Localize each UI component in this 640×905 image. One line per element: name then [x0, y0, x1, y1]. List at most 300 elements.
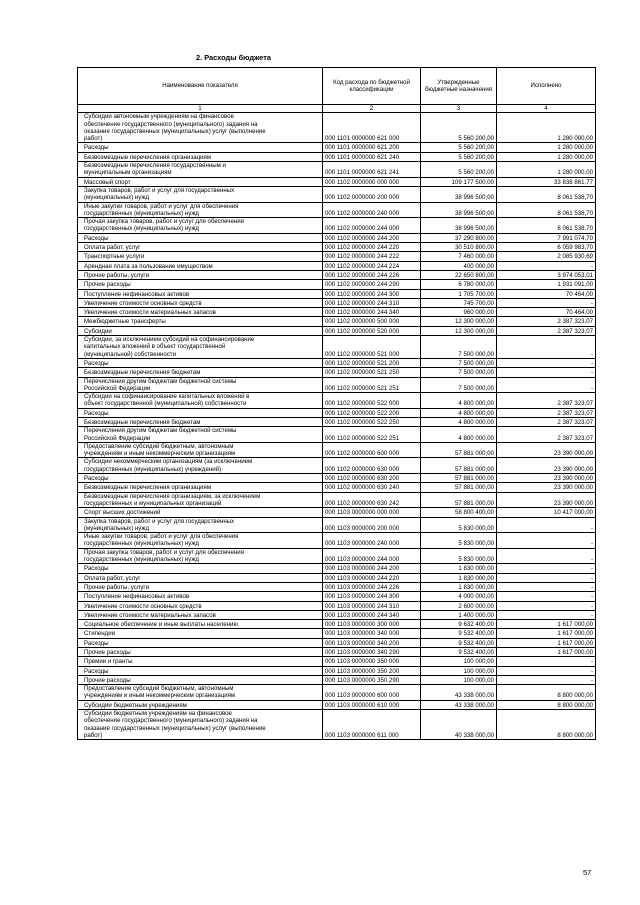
- classification-code-cell: 000 1103 0000000 610 000: [323, 700, 421, 709]
- indicator-name-line: Иные закупки товаров, работ и услуг для обеспечения: [84, 533, 239, 541]
- indicator-name-cell: [78, 685, 323, 701]
- indicator-name-line: Социальное обеспечение и иные выплаты населению: [84, 621, 238, 629]
- executed-amount-cell: -: [497, 336, 596, 359]
- approved-amount-cell: 58 800 400,00: [421, 508, 497, 517]
- classification-code-cell: 000 1103 0000000 000 000: [323, 508, 421, 517]
- indicator-name-line: Межбюджетные трансферты: [84, 318, 166, 326]
- classification-code-cell: 000 1102 0000000 521 251: [323, 377, 421, 393]
- table-row: [78, 152, 596, 161]
- indicator-name-line: Прочие расходы: [84, 676, 131, 684]
- classification-code-cell: 000 1102 0000000 521 250: [323, 368, 421, 377]
- approved-amount-cell: 1 830 000,00: [421, 573, 497, 582]
- indicator-name-line: Транспортные услуги: [84, 253, 145, 261]
- column-header-approved-appropriations: Утвержденные бюджетные назначения: [421, 68, 497, 105]
- classification-code-cell: 000 1102 0000000 244 300: [323, 289, 421, 298]
- indicator-name-line: Безвозмездные перечисления организациям, за исключением: [84, 492, 261, 500]
- indicator-name-cell: [78, 620, 323, 629]
- indicator-name-line: Поступление нефинансовых активов: [84, 593, 190, 601]
- executed-amount-cell: -: [497, 582, 596, 591]
- indicator-name-cell: [78, 573, 323, 582]
- classification-code-cell: 000 1102 0000000 630 200: [323, 474, 421, 483]
- indicator-name-cell: [78, 143, 323, 152]
- approved-amount-cell: 38 996 500,00: [421, 218, 497, 234]
- indicator-name-cell: [78, 629, 323, 638]
- table-row: [78, 700, 596, 709]
- indicator-name-line: Прочие расходы: [84, 281, 131, 289]
- indicator-name-cell: [78, 408, 323, 417]
- table-row: [78, 533, 596, 549]
- executed-amount-cell: 23 390 000,00: [497, 492, 596, 508]
- approved-amount-cell: 7 460 000,00: [421, 252, 497, 261]
- indicator-name-line: Безвозмездные перечисления организациям: [84, 153, 212, 161]
- classification-code-cell: 000 1103 0000000 340 000: [323, 629, 421, 638]
- table-row: [78, 377, 596, 393]
- page-number: 57: [583, 868, 592, 877]
- indicator-name-line: Прочие работы, услуги: [84, 271, 150, 279]
- indicator-name-line: Субсидии: [84, 327, 112, 335]
- approved-amount-cell: 1 830 000,00: [421, 582, 497, 591]
- approved-amount-cell: 960 000,00: [421, 308, 497, 317]
- indicator-name-cell: [78, 233, 323, 242]
- approved-amount-cell: 5 560 200,00: [421, 152, 497, 161]
- executed-amount-cell: 8 061 538,70: [497, 186, 596, 202]
- approved-amount-cell: 7 500 000,00: [421, 358, 497, 367]
- executed-amount-cell: 1 280 000,00: [497, 162, 596, 178]
- table-row: [78, 358, 596, 367]
- table-row: [78, 648, 596, 657]
- indicator-name-line: Иные закупки товаров, работ и услуг для обеспечения: [84, 202, 239, 210]
- indicator-name-line: Расходы: [84, 639, 109, 647]
- table-row: [78, 458, 596, 474]
- indicator-name-cell: [78, 710, 323, 740]
- executed-amount-cell: 7 991 074,70: [497, 233, 596, 242]
- table-row: [78, 417, 596, 426]
- indicator-name-cell: [78, 177, 323, 186]
- classification-code-cell: 000 1103 0000000 244 226: [323, 582, 421, 591]
- approved-amount-cell: 5 560 200,00: [421, 162, 497, 178]
- indicator-name-cell: [78, 442, 323, 458]
- classification-code-cell: 000 1103 0000000 340 200: [323, 638, 421, 647]
- approved-amount-cell: 57 881 000,00: [421, 458, 497, 474]
- indicator-name-cell: [78, 393, 323, 409]
- approved-amount-cell: 30 510 800,00: [421, 243, 497, 252]
- executed-amount-cell: 23 390 000,00: [497, 458, 596, 474]
- indicator-name-line: (муниципальных) нужд: [84, 194, 150, 202]
- classification-code-cell: 000 1103 0000000 244 300: [323, 592, 421, 601]
- indicator-name-line: Увеличение стоимости материальных запасов: [84, 611, 216, 619]
- executed-amount-cell: -: [497, 601, 596, 610]
- executed-amount-cell: 6 059 983,70: [497, 243, 596, 252]
- table-row: [78, 620, 596, 629]
- column-header-classification-code: Код расхода по бюджетной классификации: [323, 68, 421, 105]
- indicator-name-cell: [78, 317, 323, 326]
- approved-amount-cell: 43 338 000,00: [421, 685, 497, 701]
- classification-code-cell: 000 1102 0000000 520 000: [323, 326, 421, 335]
- indicator-name-line: Расходы: [84, 565, 109, 573]
- table-row: [78, 202, 596, 218]
- executed-amount-cell: 8 800 000,00: [497, 710, 596, 740]
- indicator-name-line: Расходы: [84, 667, 109, 675]
- executed-amount-cell: 1 280 000,00: [497, 113, 596, 143]
- table-row: [78, 517, 596, 533]
- indicator-name-line: Прочая закупка товаров, работ и услуг для обеспечения: [84, 548, 244, 556]
- classification-code-cell: 000 1102 0000000 600 000: [323, 442, 421, 458]
- indicator-name-cell: [78, 261, 323, 270]
- indicator-name-line: государственных (муниципальных) нужд: [84, 225, 199, 233]
- executed-amount-cell: -: [497, 533, 596, 549]
- indicator-name-line: государственных (муниципальных) нужд: [84, 556, 199, 564]
- indicator-name-line: Прочие работы, услуги: [84, 583, 150, 591]
- classification-code-cell: 000 1103 0000000 240 000: [323, 533, 421, 549]
- table-row: [78, 308, 596, 317]
- indicator-name-line: Безвозмездные перечисления организациям: [84, 484, 212, 492]
- approved-amount-cell: 4 800 000,00: [421, 408, 497, 417]
- indicator-name-line: объект государственной (муниципальной) собственности: [84, 400, 247, 408]
- approved-amount-cell: 1 400 000,00: [421, 610, 497, 619]
- executed-amount-cell: -: [497, 261, 596, 270]
- indicator-name-line: Оплата работ, услуг: [84, 574, 141, 582]
- table-row: [78, 666, 596, 675]
- indicator-name-cell: [78, 582, 323, 591]
- classification-code-cell: 000 1101 0000000 621 000: [323, 113, 421, 143]
- executed-amount-cell: 23 390 000,00: [497, 442, 596, 458]
- table-row: [78, 564, 596, 573]
- table-row: [78, 592, 596, 601]
- classification-code-cell: 000 1103 0000000 611 000: [323, 710, 421, 740]
- indicator-name-line: Российской Федерации: [84, 384, 151, 392]
- indicator-name-line: Субсидии бюджетным учреждениям: [84, 701, 187, 709]
- classification-code-cell: 000 1103 0000000 244 200: [323, 564, 421, 573]
- indicator-name-cell: [78, 508, 323, 517]
- indicator-name-line: Перечисления другим бюджетам бюджетной системы: [84, 377, 237, 385]
- executed-amount-cell: 2 387 323,07: [497, 408, 596, 417]
- indicator-name-line: Расходы: [84, 234, 109, 242]
- table-row: [78, 143, 596, 152]
- indicator-name-line: Предоставление субсидий бюджетным, автономным: [84, 685, 234, 693]
- classification-code-cell: 000 1102 0000000 630 242: [323, 492, 421, 508]
- indicator-name-line: обеспечение государственного (муниципального) задания на: [84, 120, 258, 128]
- executed-amount-cell: 2 387 323,07: [497, 417, 596, 426]
- approved-amount-cell: 7 500 000,00: [421, 377, 497, 393]
- classification-code-cell: 000 1102 0000000 244 222: [323, 252, 421, 261]
- indicator-name-line: Субсидии автономным учреждениям на финансовое: [84, 113, 234, 121]
- classification-code-cell: 000 1103 0000000 350 290: [323, 675, 421, 684]
- indicator-name-cell: [78, 458, 323, 474]
- classification-code-cell: 000 1101 0000000 621 240: [323, 152, 421, 161]
- executed-amount-cell: 70 464,00: [497, 308, 596, 317]
- table-row: [78, 601, 596, 610]
- indicator-name-line: оказание государственных (муниципальных) услуг (выполнение: [84, 724, 266, 732]
- executed-amount-cell: 8 800 000,00: [497, 700, 596, 709]
- indicator-name-line: Арендная плата за пользование имуществом: [84, 262, 213, 270]
- indicator-name-line: (муниципальной) собственности: [84, 350, 176, 358]
- indicator-name-line: (муниципальных) нужд: [84, 524, 150, 532]
- approved-amount-cell: 38 996 500,00: [421, 202, 497, 218]
- classification-code-cell: 000 1101 0000000 621 200: [323, 143, 421, 152]
- table-row: [78, 508, 596, 517]
- executed-amount-cell: 2 085 930,69: [497, 252, 596, 261]
- indicator-name-line: Безвозмездные перечисления государственным и: [84, 162, 226, 170]
- table-row: [78, 710, 596, 740]
- indicator-name-line: Расходы: [84, 475, 109, 483]
- table-row: [78, 582, 596, 591]
- table-row: [78, 162, 596, 178]
- classification-code-cell: 000 1103 0000000 350 000: [323, 657, 421, 666]
- indicator-name-line: Предоставление субсидий бюджетным, автономным: [84, 442, 234, 450]
- column-number: 1: [78, 105, 323, 113]
- indicator-name-cell: [78, 368, 323, 377]
- classification-code-cell: 000 1103 0000000 350 200: [323, 666, 421, 675]
- indicator-name-line: Расходы: [84, 409, 109, 417]
- approved-amount-cell: 4 800 000,00: [421, 417, 497, 426]
- indicator-name-cell: [78, 675, 323, 684]
- table-row: [78, 218, 596, 234]
- approved-amount-cell: 57 881 000,00: [421, 483, 497, 492]
- executed-amount-cell: -: [497, 377, 596, 393]
- table-row: [78, 657, 596, 666]
- indicator-name-line: государственных и муниципальных организаций: [84, 499, 222, 507]
- approved-amount-cell: 5 830 000,00: [421, 533, 497, 549]
- approved-amount-cell: 5 830 000,00: [421, 548, 497, 564]
- classification-code-cell: 000 1103 0000000 244 220: [323, 573, 421, 582]
- indicator-name-line: Расходы: [84, 359, 109, 367]
- executed-amount-cell: -: [497, 610, 596, 619]
- executed-amount-cell: 23 390 000,00: [497, 483, 596, 492]
- indicator-name-line: Безвозмездные перечисления бюджетам: [84, 369, 201, 377]
- budget-expenses-table: [77, 67, 596, 740]
- approved-amount-cell: 1 830 000,00: [421, 564, 497, 573]
- indicator-name-line: Массовый спорт: [84, 178, 131, 186]
- table-row: [78, 685, 596, 701]
- indicator-name-line: Безвозмездные перечисления бюджетам: [84, 418, 201, 426]
- indicator-name-cell: [78, 113, 323, 143]
- approved-amount-cell: 6 780 000,00: [421, 280, 497, 289]
- table-row: [78, 368, 596, 377]
- table-row: [78, 186, 596, 202]
- indicator-name-cell: [78, 358, 323, 367]
- column-number: 4: [497, 105, 596, 113]
- indicator-name-cell: [78, 610, 323, 619]
- indicator-name-line: Закупка товаров, работ и услуг для государственных: [84, 186, 235, 194]
- indicator-name-cell: [78, 638, 323, 647]
- indicator-name-cell: [78, 289, 323, 298]
- approved-amount-cell: 4 800 000,00: [421, 427, 497, 443]
- classification-code-cell: 000 1102 0000000 244 310: [323, 298, 421, 307]
- executed-amount-cell: -: [497, 358, 596, 367]
- approved-amount-cell: 38 996 500,00: [421, 186, 497, 202]
- classification-code-cell: 000 1102 0000000 244 224: [323, 261, 421, 270]
- indicator-name-line: государственных (муниципальных) нужд: [84, 209, 199, 217]
- approved-amount-cell: 400 000,00: [421, 261, 497, 270]
- executed-amount-cell: -: [497, 592, 596, 601]
- approved-amount-cell: 12 300 000,00: [421, 317, 497, 326]
- approved-amount-cell: 37 290 800,00: [421, 233, 497, 242]
- classification-code-cell: 000 1102 0000000 522 000: [323, 393, 421, 409]
- section-title: 2. Расходы бюджета: [196, 53, 271, 62]
- indicator-name-cell: [78, 427, 323, 443]
- executed-amount-cell: -: [497, 675, 596, 684]
- executed-amount-cell: 1 931 091,00: [497, 280, 596, 289]
- indicator-name-cell: [78, 417, 323, 426]
- classification-code-cell: 000 1102 0000000 244 220: [323, 243, 421, 252]
- indicator-name-cell: [78, 202, 323, 218]
- table-row: [78, 393, 596, 409]
- classification-code-cell: 000 1102 0000000 630 000: [323, 458, 421, 474]
- executed-amount-cell: 2 387 323,07: [497, 317, 596, 326]
- executed-amount-cell: -: [497, 298, 596, 307]
- indicator-name-cell: [78, 533, 323, 549]
- indicator-name-line: Увеличение стоимости основных средств: [84, 602, 202, 610]
- indicator-name-line: Увеличение стоимости основных средств: [84, 299, 202, 307]
- classification-code-cell: 000 1103 0000000 244 340: [323, 610, 421, 619]
- indicator-name-cell: [78, 648, 323, 657]
- indicator-name-cell: [78, 218, 323, 234]
- executed-amount-cell: 1 617 000,00: [497, 620, 596, 629]
- executed-amount-cell: 1 617 000,00: [497, 629, 596, 638]
- table-row: [78, 280, 596, 289]
- column-header-indicator-name: Наименование показателя: [78, 68, 323, 105]
- indicator-name-line: капитальных вложений в объект государственной: [84, 343, 226, 351]
- approved-amount-cell: 7 500 000,00: [421, 336, 497, 359]
- executed-amount-cell: 1 617 000,00: [497, 638, 596, 647]
- approved-amount-cell: 745 700,00: [421, 298, 497, 307]
- classification-code-cell: 000 1102 0000000 630 240: [323, 483, 421, 492]
- indicator-name-line: Прочая закупка товаров, работ и услуг для обеспечения: [84, 218, 244, 226]
- indicator-name-line: Стипендии: [84, 630, 116, 638]
- approved-amount-cell: 4 000 000,00: [421, 592, 497, 601]
- indicator-name-line: Перечисления другим бюджетам бюджетной системы: [84, 427, 237, 435]
- executed-amount-cell: 23 390 000,00: [497, 474, 596, 483]
- table-row: [78, 629, 596, 638]
- approved-amount-cell: 12 300 000,00: [421, 326, 497, 335]
- executed-amount-cell: 1 280 000,00: [497, 143, 596, 152]
- classification-code-cell: 000 1102 0000000 244 000: [323, 218, 421, 234]
- table-row: [78, 289, 596, 298]
- indicator-name-cell: [78, 326, 323, 335]
- executed-amount-cell: 8 800 000,00: [497, 685, 596, 701]
- classification-code-cell: 000 1102 0000000 244 340: [323, 308, 421, 317]
- indicator-name-cell: [78, 252, 323, 261]
- executed-amount-cell: -: [497, 573, 596, 582]
- indicator-name-cell: [78, 700, 323, 709]
- executed-amount-cell: -: [497, 368, 596, 377]
- approved-amount-cell: 43 338 000,00: [421, 700, 497, 709]
- executed-amount-cell: -: [497, 564, 596, 573]
- approved-amount-cell: 9 532 400,00: [421, 638, 497, 647]
- executed-amount-cell: -: [497, 548, 596, 564]
- table-row: [78, 113, 596, 143]
- table-row: [78, 675, 596, 684]
- indicator-name-line: Субсидии на софинансирование капитальных вложений в: [84, 393, 250, 401]
- classification-code-cell: 000 1102 0000000 240 000: [323, 202, 421, 218]
- indicator-name-line: Субсидии бюджетным учреждениям на финансовое: [84, 710, 232, 718]
- classification-code-cell: 000 1102 0000000 521 000: [323, 336, 421, 359]
- executed-amount-cell: 33 838 861,77: [497, 177, 596, 186]
- indicator-name-cell: [78, 336, 323, 359]
- approved-amount-cell: 5 830 000,00: [421, 517, 497, 533]
- indicator-name-cell: [78, 564, 323, 573]
- classification-code-cell: 000 1103 0000000 244 000: [323, 548, 421, 564]
- indicator-name-cell: [78, 308, 323, 317]
- classification-code-cell: 000 1102 0000000 521 200: [323, 358, 421, 367]
- column-number: 2: [323, 105, 421, 113]
- table-row: [78, 483, 596, 492]
- indicator-name-line: Субсидии некоммерческим организациям (за исключением: [84, 458, 253, 466]
- classification-code-cell: 000 1102 0000000 244 200: [323, 233, 421, 242]
- column-header-executed: Исполнено: [497, 68, 596, 105]
- approved-amount-cell: 100 000,00: [421, 666, 497, 675]
- indicator-name-line: обеспечение государственного (муниципального) задания на: [84, 717, 258, 725]
- approved-amount-cell: 2 600 000,00: [421, 601, 497, 610]
- indicator-name-cell: [78, 601, 323, 610]
- classification-code-cell: 000 1102 0000000 522 251: [323, 427, 421, 443]
- table-row: [78, 317, 596, 326]
- executed-amount-cell: 10 417 000,00: [497, 508, 596, 517]
- table-row: [78, 573, 596, 582]
- indicator-name-line: Российской Федерации: [84, 434, 151, 442]
- approved-amount-cell: 22 650 800,00: [421, 270, 497, 279]
- approved-amount-cell: 4 800 000,00: [421, 393, 497, 409]
- table-row: [78, 427, 596, 443]
- executed-amount-cell: 3 974 053,01: [497, 270, 596, 279]
- indicator-name-line: Закупка товаров, работ и услуг для государственных: [84, 517, 235, 525]
- indicator-name-cell: [78, 483, 323, 492]
- indicator-name-cell: [78, 377, 323, 393]
- approved-amount-cell: 100 000,00: [421, 657, 497, 666]
- approved-amount-cell: 5 560 200,00: [421, 143, 497, 152]
- classification-code-cell: 000 1102 0000000 000 000: [323, 177, 421, 186]
- indicator-name-line: Прочие расходы: [84, 649, 131, 656]
- approved-amount-cell: 1 705 700,00: [421, 289, 497, 298]
- indicator-name-cell: [78, 474, 323, 483]
- table-row: [78, 548, 596, 564]
- approved-amount-cell: 40 338 000,00: [421, 710, 497, 740]
- executed-amount-cell: 2 387 323,07: [497, 393, 596, 409]
- indicator-name-line: Расходы: [84, 144, 109, 152]
- classification-code-cell: 000 1102 0000000 244 290: [323, 280, 421, 289]
- indicator-name-cell: [78, 548, 323, 564]
- approved-amount-cell: 57 881 000,00: [421, 492, 497, 508]
- indicator-name-line: Премии и гранты: [84, 658, 133, 666]
- indicator-name-line: Оплата работ, услуг: [84, 244, 141, 252]
- executed-amount-cell: 2 387 323,07: [497, 427, 596, 443]
- column-number: 3: [421, 105, 497, 113]
- approved-amount-cell: 7 500 000,00: [421, 368, 497, 377]
- indicator-name-cell: [78, 666, 323, 675]
- table-body: [78, 113, 596, 740]
- indicator-name-line: учреждениям и иным некоммерческим организациям: [84, 692, 236, 700]
- classification-code-cell: 000 1102 0000000 500 000: [323, 317, 421, 326]
- table-row: [78, 243, 596, 252]
- executed-amount-cell: 8 061 538,70: [497, 202, 596, 218]
- indicator-name-line: Поступление нефинансовых активов: [84, 290, 190, 298]
- table-row: [78, 474, 596, 483]
- indicator-name-line: работ): [84, 135, 103, 143]
- executed-amount-cell: -: [497, 517, 596, 533]
- executed-amount-cell: 70 464,00: [497, 289, 596, 298]
- table-row: [78, 326, 596, 335]
- indicator-name-cell: [78, 270, 323, 279]
- approved-amount-cell: 9 532 400,00: [421, 629, 497, 638]
- classification-code-cell: 000 1103 0000000 340 290: [323, 648, 421, 657]
- indicator-name-cell: [78, 657, 323, 666]
- table-row: [78, 233, 596, 242]
- executed-amount-cell: -: [497, 657, 596, 666]
- approved-amount-cell: 9 532 400,00: [421, 648, 497, 657]
- classification-code-cell: 000 1102 0000000 244 226: [323, 270, 421, 279]
- table-row: [78, 638, 596, 647]
- indicator-name-cell: [78, 492, 323, 508]
